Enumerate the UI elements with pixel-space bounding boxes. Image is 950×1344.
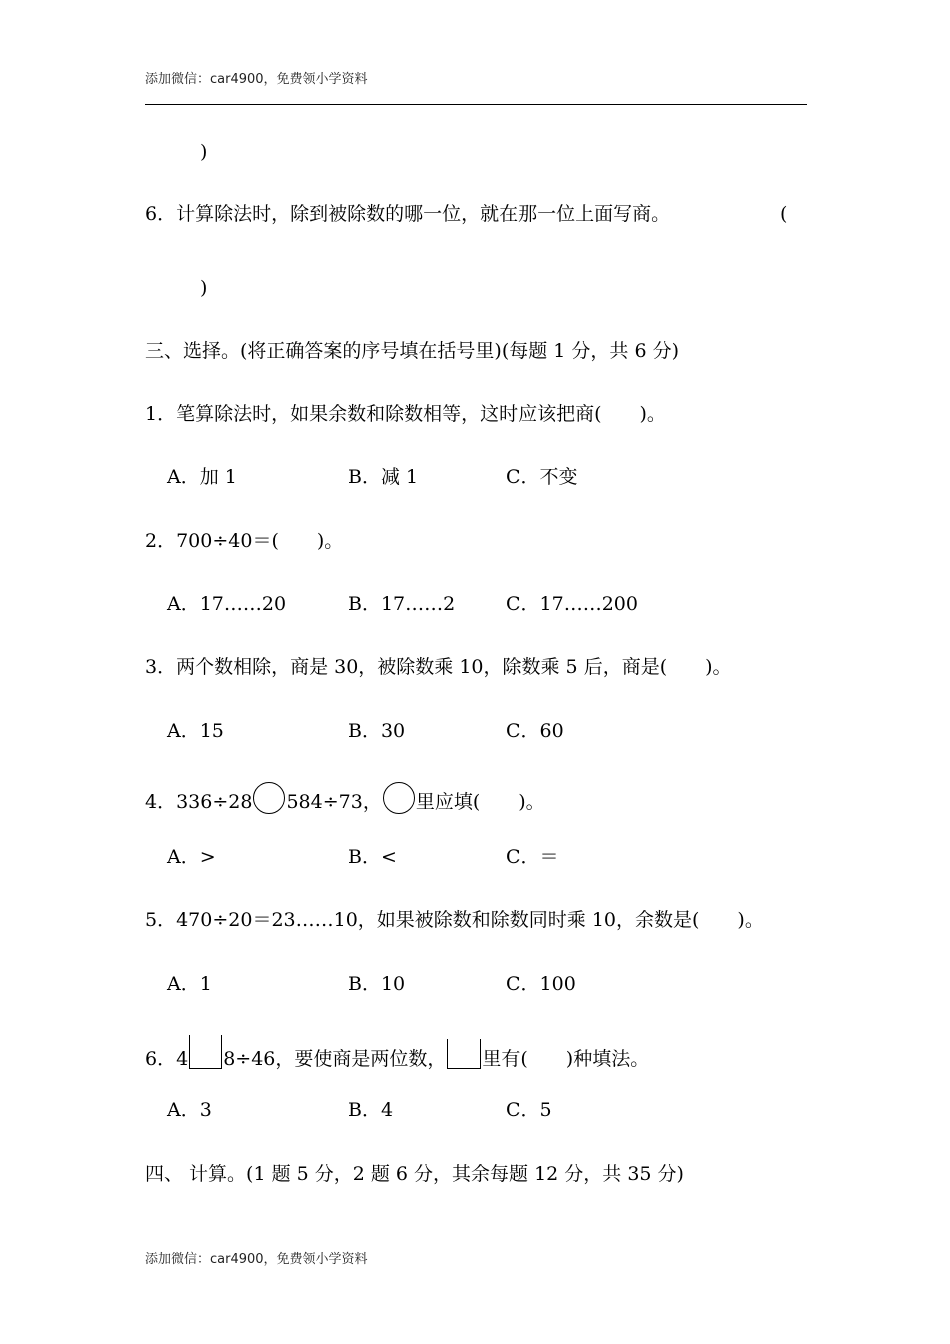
tf-question-6-open-paren: ( (780, 203, 788, 225)
q1-option-c: C．不变 (506, 466, 578, 488)
q4-option-b: B．< (348, 846, 397, 868)
page-footer: 添加微信：car4900，免费领小学资料 (145, 1252, 368, 1267)
choice-question-5: 5．470÷20＝23……10，如果被除数和除数同时乘 10，余数是( )。 (145, 909, 764, 931)
digit-box-blank (189, 1035, 222, 1069)
choice-question-3: 3．两个数相除，商是 30，被除数乘 10，除数乘 5 后，商是( )。 (145, 656, 732, 678)
choice-question-4 (145, 782, 545, 814)
q4-text-part-3: 里应填( )。 (415, 791, 545, 813)
q6-option-b: B．4 (348, 1099, 394, 1121)
q3-option-c: C．60 (506, 720, 564, 742)
q6-option-c: C．5 (506, 1099, 552, 1121)
header-divider (145, 104, 807, 105)
q6-text-part-1: 6．4 (145, 1048, 189, 1070)
q3-option-a: A．15 (167, 720, 224, 742)
q2-option-c: C．17……200 (506, 593, 638, 615)
q6-option-a: A．3 (167, 1099, 212, 1121)
circle-symbol (383, 782, 415, 814)
q5-option-a: A．1 (167, 973, 212, 995)
q5-option-c: C．100 (506, 973, 576, 995)
q6-text-part-2: 8÷46，要使商是两位数， (223, 1048, 447, 1070)
box-symbol (447, 1039, 481, 1069)
q5-option-b: B．10 (348, 973, 406, 995)
q1-option-a: A．加 1 (167, 466, 237, 488)
q4-option-c: C．＝ (506, 846, 559, 868)
tf-question-6: 6．计算除法时，除到被除数的哪一位，就在那一位上面写商。 (145, 203, 671, 225)
choice-question-6 (145, 1035, 649, 1071)
prev-question-close-paren: ) (200, 141, 208, 163)
q3-option-b: B．30 (348, 720, 406, 742)
q1-option-b: B．减 1 (348, 466, 419, 488)
section-4-title: 四、 计算。(1 题 5 分，2 题 6 分，其余每题 12 分，共 35 分) (145, 1163, 684, 1185)
q4-text-part-1: 4．336÷28 (145, 791, 253, 813)
q2-option-b: B．17……2 (348, 593, 456, 615)
q2-option-a: A．17……20 (167, 593, 287, 615)
q6-text-part-3: 里有( )种填法。 (482, 1048, 650, 1070)
tf-question-6-close-paren: ) (200, 277, 208, 299)
choice-question-1: 1．笔算除法时，如果余数和除数相等，这时应该把商( )。 (145, 403, 666, 425)
comparison-circle-blank (253, 782, 285, 814)
q4-text-part-2: 584÷73， (286, 791, 382, 813)
q4-option-a: A．> (167, 846, 216, 868)
section-3-title: 三、选择。(将正确答案的序号填在括号里)(每题 1 分，共 6 分) (145, 340, 679, 362)
choice-question-2: 2．700÷40＝( )。 (145, 530, 344, 552)
page-header: 添加微信：car4900，免费领小学资料 (145, 72, 368, 87)
